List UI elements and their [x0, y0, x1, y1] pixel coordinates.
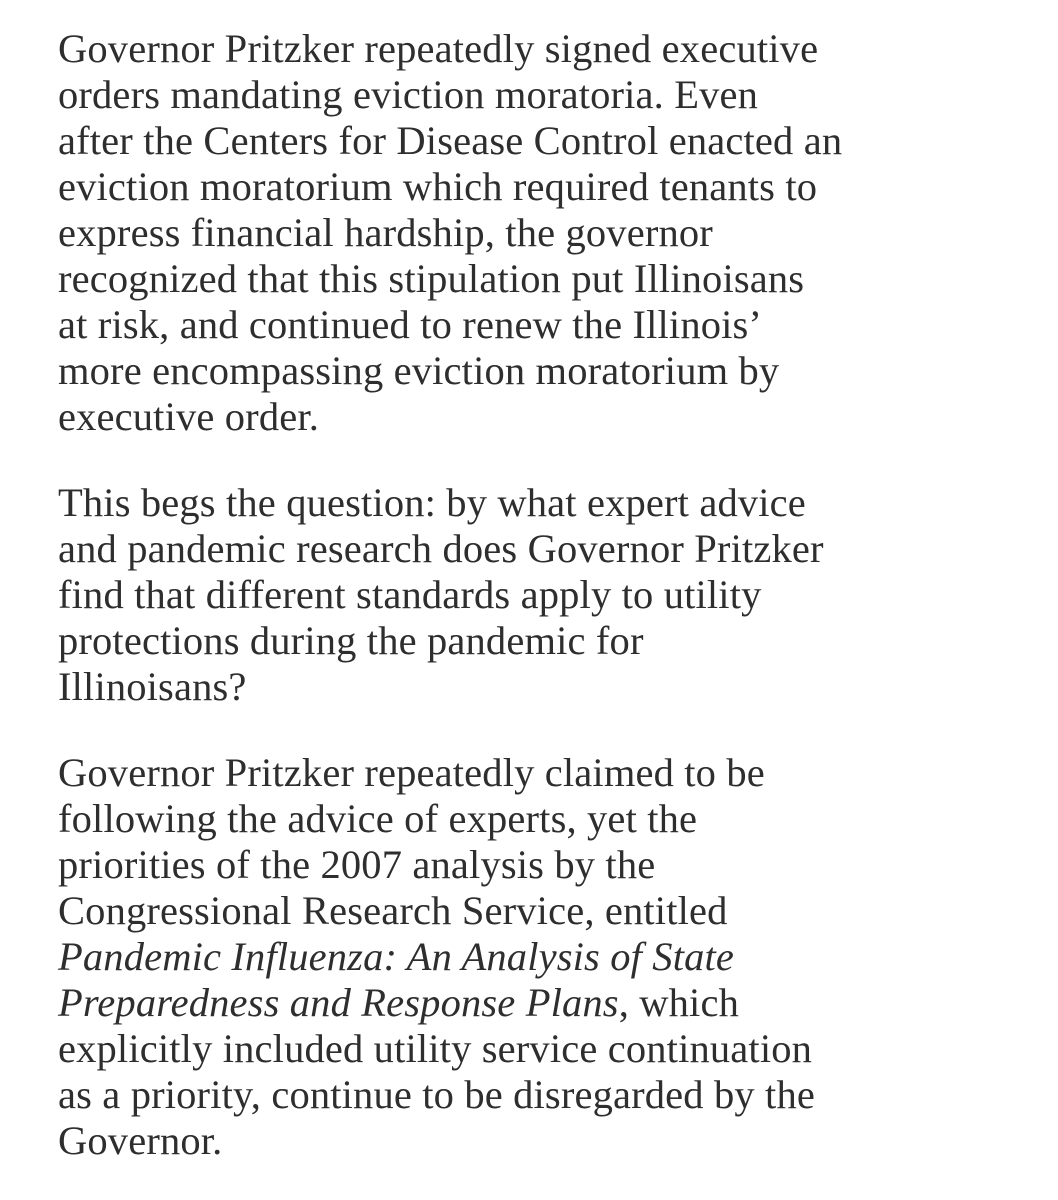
text-line: priorities of the 2007 analysis by the: [58, 842, 656, 887]
article-body: [58, 26, 1008, 1164]
text-line: explicitly included utility service continuation: [58, 1026, 813, 1071]
text-line: at risk, and continued to renew the Illinois’: [58, 302, 763, 347]
text-line: [58, 934, 1008, 980]
text-line: more encompassing eviction moratorium by: [58, 348, 780, 393]
report-title-italic: Preparedness and Response Plans: [58, 980, 619, 1025]
text-line: orders mandating eviction moratoria. Even: [58, 72, 759, 117]
text-line: protections during the pandemic for: [58, 618, 644, 663]
paragraph-expert-advice: [58, 750, 1008, 1164]
text-line: and pandemic research does Governor Pritzker: [58, 526, 824, 571]
report-title-italic: Pandemic Influenza: An Analysis of State: [58, 934, 735, 979]
text-line: [58, 980, 1008, 1026]
text-line: express financial hardship, the governor: [58, 210, 713, 255]
paragraph-eviction-moratoria: [58, 26, 1008, 440]
text-fragment: , which: [618, 980, 739, 1025]
text-line: Illinoisans?: [58, 664, 247, 709]
text-line: executive order.: [58, 394, 320, 439]
text-line: recognized that this stipulation put Illinoisans: [58, 256, 805, 301]
text-line: Governor Pritzker repeatedly claimed to be: [58, 750, 765, 795]
text-line: Governor Pritzker repeatedly signed executive: [58, 26, 819, 71]
text-line: following the advice of experts, yet the: [58, 796, 698, 841]
text-line: after the Centers for Disease Control enacted an: [58, 118, 843, 163]
text-line: as a priority, continue to be disregarded by the: [58, 1072, 815, 1117]
text-line: find that different standards apply to utility: [58, 572, 762, 617]
text-line: Governor.: [58, 1118, 223, 1163]
text-line: eviction moratorium which required tenants to: [58, 164, 818, 209]
text-line: Congressional Research Service, entitled: [58, 888, 728, 933]
text-line: This begs the question: by what expert advice: [58, 480, 806, 525]
paragraph-question: [58, 480, 1008, 710]
